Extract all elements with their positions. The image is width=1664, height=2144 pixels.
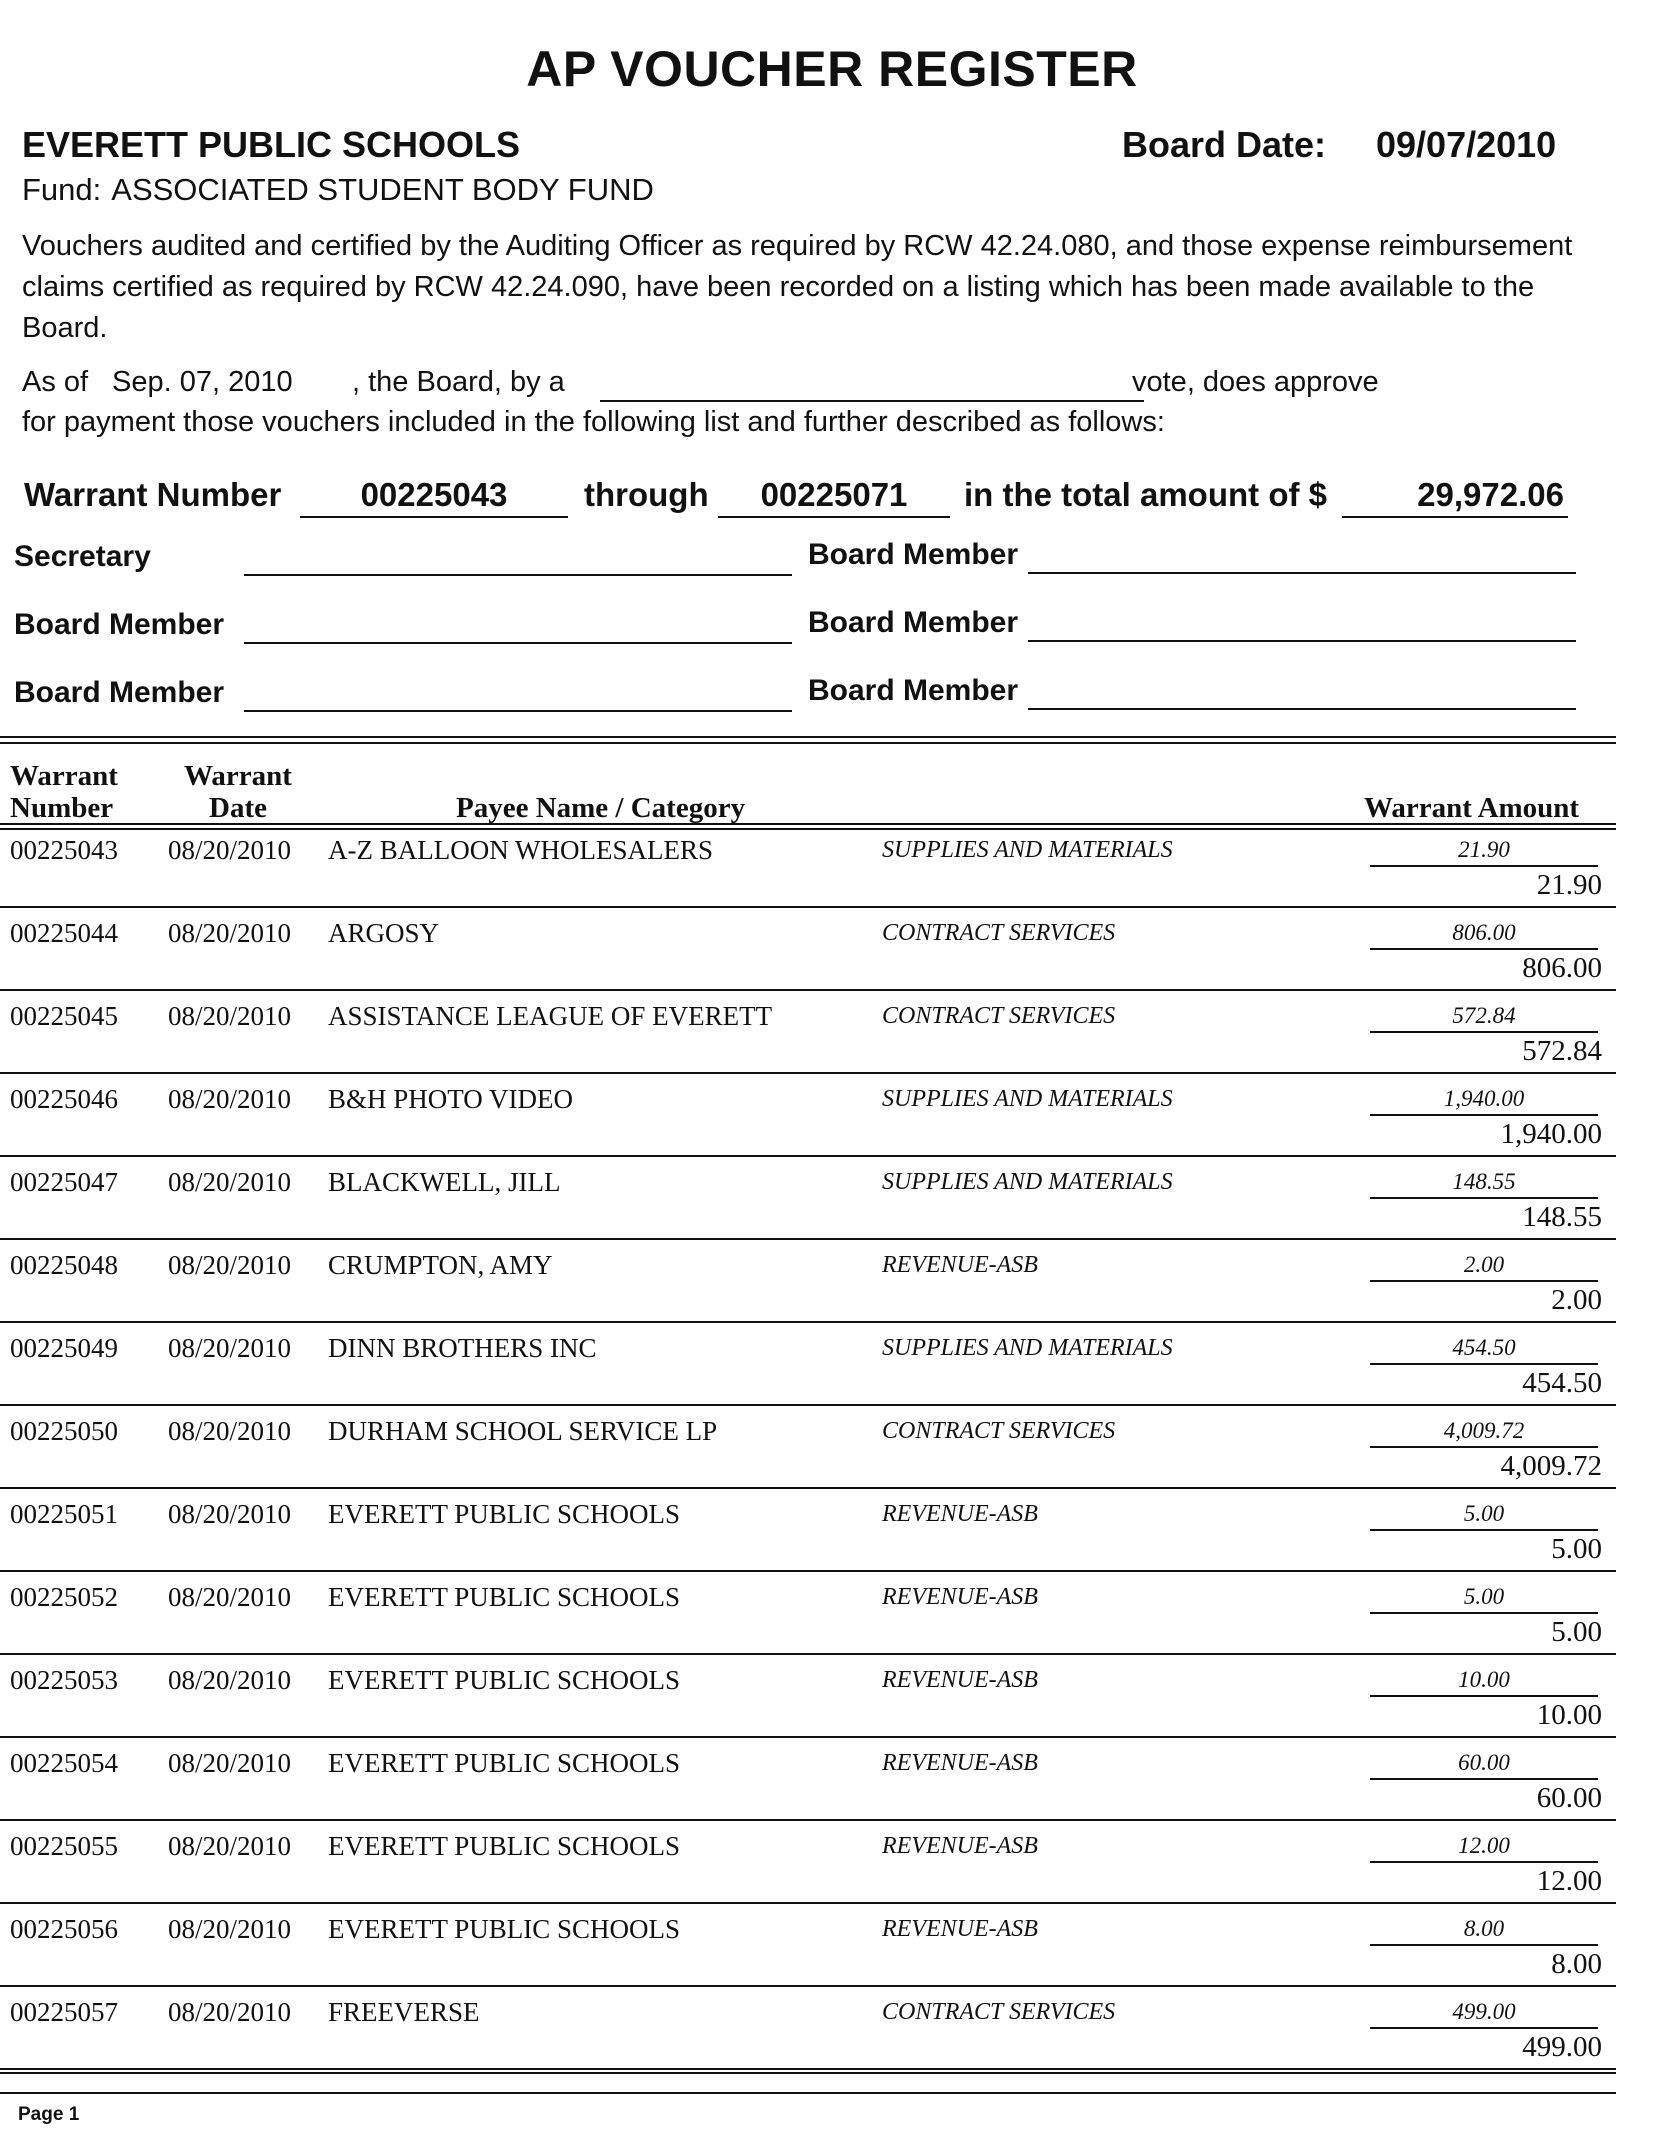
warrant-date-cell: 08/20/2010: [168, 1748, 292, 1778]
table-row: [0, 825, 1616, 908]
table-row: [0, 908, 1616, 991]
header-warrant-number: [10, 760, 118, 824]
district-name: EVERETT PUBLIC SCHOOLS: [22, 124, 521, 165]
warrant-amount-cell: 10.00: [1536, 1699, 1602, 1731]
page-title: AP VOUCHER REGISTER: [526, 41, 1138, 97]
divider: [0, 2072, 1616, 2074]
payee-name-cell: EVERETT PUBLIC SCHOOLS: [328, 1748, 681, 1778]
warrant-number-cell: 00225047: [10, 1167, 118, 1197]
warrant-number-cell: 00225055: [10, 1831, 118, 1861]
line-amount-cell: 21.90: [1370, 837, 1598, 867]
payee-name-cell: A-Z BALLOON WHOLESALERS: [328, 835, 713, 865]
payment-line: for payment those vouchers included in the following list and further described as follows:: [22, 406, 1165, 438]
warrant-number-cell: 00225053: [10, 1665, 118, 1695]
warrant-number-cell: 00225044: [10, 918, 118, 948]
warrant-number-label: Warrant Number: [24, 476, 282, 513]
warrant-number-cell: 00225046: [10, 1084, 118, 1114]
line-amount-cell: 12.00: [1370, 1833, 1598, 1863]
board-member-label: Board Member: [14, 608, 225, 641]
payee-name-cell: B&H PHOTO VIDEO: [328, 1084, 574, 1114]
payee-name-cell: ARGOSY: [328, 918, 440, 948]
warrant-amount-cell: 1,940.00: [1500, 1118, 1602, 1150]
board-date-label: Board Date:: [1122, 124, 1327, 165]
warrant-date-cell: 08/20/2010: [168, 1333, 292, 1363]
category-cell: REVENUE-ASB: [882, 1667, 1038, 1693]
warrant-number-cell: 00225056: [10, 1914, 118, 1944]
header-line: Date: [209, 792, 267, 824]
payee-name-cell: EVERETT PUBLIC SCHOOLS: [328, 1831, 681, 1861]
payee-name-cell: EVERETT PUBLIC SCHOOLS: [328, 1665, 681, 1695]
header-warrant-date: [178, 760, 298, 824]
header-line: Warrant: [184, 760, 292, 792]
warrant-number-cell: 00225052: [10, 1582, 118, 1612]
warrant-date-cell: 08/20/2010: [168, 1582, 292, 1612]
fund-line: [22, 172, 654, 208]
category-cell: REVENUE-ASB: [882, 1833, 1038, 1859]
category-cell: CONTRACT SERVICES: [882, 1999, 1116, 2025]
warrant-amount-cell: 5.00: [1551, 1616, 1602, 1648]
warrant-date-cell: 08/20/2010: [168, 1001, 292, 1031]
payee-name-cell: DURHAM SCHOOL SERVICE LP: [328, 1416, 718, 1446]
certification-paragraph: Vouchers audited and certified by the Auditing Officer as required by RCW 42.24.080, and those expense reimbursement claims certified as required by RCW 42.24.090, have been recorded on a listing which has been made available to the Board.: [22, 230, 1573, 344]
line-amount-cell: 499.00: [1370, 1999, 1598, 2029]
payee-name-cell: FREEVERSE: [328, 1997, 480, 2027]
header-payee: Payee Name / Category: [456, 792, 746, 824]
category-cell: REVENUE-ASB: [882, 1916, 1038, 1942]
warrant-amount-cell: 4,009.72: [1500, 1450, 1602, 1482]
warrant-date-cell: 08/20/2010: [168, 1499, 292, 1529]
warrant-date-cell: 08/20/2010: [168, 1914, 292, 1944]
line-amount-cell: 1,940.00: [1370, 1086, 1598, 1116]
payee-name-cell: EVERETT PUBLIC SCHOOLS: [328, 1582, 681, 1612]
line-amount-cell: 8.00: [1370, 1916, 1598, 1946]
line-amount-cell: 4,009.72: [1370, 1418, 1598, 1448]
warrant-number-cell: 00225050: [10, 1416, 118, 1446]
warrant-date-cell: 08/20/2010: [168, 1665, 292, 1695]
table-row: [0, 1240, 1616, 1323]
table-row: [0, 1904, 1616, 1987]
line-amount-cell: 148.55: [1370, 1169, 1598, 1199]
category-cell: CONTRACT SERVICES: [882, 920, 1116, 946]
warrant-amount-cell: 60.00: [1536, 1782, 1602, 1814]
payee-name-cell: DINN BROTHERS INC: [328, 1333, 597, 1363]
warrant-number-cell: 00225045: [10, 1001, 118, 1031]
board-member-label: Board Member: [808, 538, 1019, 571]
table-row: [0, 1655, 1616, 1738]
board-date-value: 09/07/2010: [1376, 124, 1557, 165]
warrant-amount-cell: 8.00: [1551, 1948, 1602, 1980]
fund-label: Fund:: [22, 172, 102, 207]
as-of-prefix: As of: [22, 366, 89, 398]
table-row: [0, 1074, 1616, 1157]
category-cell: REVENUE-ASB: [882, 1252, 1038, 1278]
warrant-number-cell: 00225057: [10, 1997, 118, 2027]
table-row: [0, 1323, 1616, 1406]
vote-text: vote, does approve: [1132, 366, 1379, 398]
warrant-amount-cell: 454.50: [1522, 1367, 1602, 1399]
warrant-amount-cell: 572.84: [1522, 1035, 1602, 1067]
warrant-date-cell: 08/20/2010: [168, 1831, 292, 1861]
warrant-amount-cell: 806.00: [1522, 952, 1602, 984]
warrant-to-value: 00225071: [718, 476, 950, 518]
line-amount-cell: 60.00: [1370, 1750, 1598, 1780]
fund-value: ASSOCIATED STUDENT BODY FUND: [111, 172, 654, 207]
approval-line: [22, 366, 1379, 399]
category-cell: REVENUE-ASB: [882, 1584, 1038, 1610]
board-member-signature-line: [1028, 572, 1576, 574]
warrant-number-cell: 00225054: [10, 1748, 118, 1778]
warrant-number-cell: 00225049: [10, 1333, 118, 1363]
board-member-label: Board Member: [808, 606, 1019, 639]
secretary-label: Secretary: [14, 540, 151, 573]
category-cell: SUPPLIES AND MATERIALS: [882, 1169, 1173, 1195]
category-cell: SUPPLIES AND MATERIALS: [882, 1086, 1173, 1112]
warrant-amount-cell: 148.55: [1522, 1201, 1602, 1233]
warrant-amount-cell: 21.90: [1536, 869, 1602, 901]
payee-name-cell: ASSISTANCE LEAGUE OF EVERETT: [328, 1001, 773, 1031]
warrant-amount-cell: 12.00: [1536, 1865, 1602, 1897]
table-row: [0, 1821, 1616, 1904]
page-number: Page 1: [18, 2104, 80, 2125]
line-amount-cell: 572.84: [1370, 1003, 1598, 1033]
board-member-signature-line: [1028, 640, 1576, 642]
warrant-date-cell: 08/20/2010: [168, 918, 292, 948]
line-amount-cell: 806.00: [1370, 920, 1598, 950]
warrant-from-value: 00225043: [300, 476, 568, 518]
table-row: [0, 1157, 1616, 1240]
table-row: [0, 1738, 1616, 1821]
payee-name-cell: EVERETT PUBLIC SCHOOLS: [328, 1499, 681, 1529]
table-row: [0, 1406, 1616, 1489]
warrant-amount-cell: 499.00: [1522, 2031, 1602, 2063]
vote-blank-line: [600, 400, 1144, 402]
payee-name-cell: BLACKWELL, JILL: [328, 1167, 561, 1197]
table-row: [0, 1987, 1616, 2070]
line-amount-cell: 10.00: [1370, 1667, 1598, 1697]
warrant-date-cell: 08/20/2010: [168, 1416, 292, 1446]
table-row: [0, 1572, 1616, 1655]
board-member-label: Board Member: [808, 674, 1019, 707]
category-cell: CONTRACT SERVICES: [882, 1003, 1116, 1029]
board-member-signature-line: [1028, 708, 1576, 710]
board-member-signature-line: [244, 642, 792, 644]
total-amount-label: in the total amount of $: [964, 476, 1327, 513]
category-cell: SUPPLIES AND MATERIALS: [882, 837, 1173, 863]
board-by-text: , the Board, by a: [352, 366, 565, 398]
warrant-number-cell: 00225051: [10, 1499, 118, 1529]
warrant-date-cell: 08/20/2010: [168, 1997, 292, 2027]
payee-name-cell: CRUMPTON, AMY: [328, 1250, 553, 1280]
line-amount-cell: 454.50: [1370, 1335, 1598, 1365]
warrant-date-cell: 08/20/2010: [168, 1084, 292, 1114]
warrant-number-cell: 00225043: [10, 835, 118, 865]
divider: [0, 2092, 1616, 2094]
as-of-date: Sep. 07, 2010: [112, 366, 293, 398]
secretary-signature-line: [244, 574, 792, 576]
category-cell: SUPPLIES AND MATERIALS: [882, 1335, 1173, 1361]
through-label: through: [584, 476, 709, 513]
divider: [0, 736, 1616, 738]
table-row: [0, 1489, 1616, 1572]
header-warrant-amount: Warrant Amount: [1364, 792, 1580, 824]
payee-name-cell: EVERETT PUBLIC SCHOOLS: [328, 1914, 681, 1944]
voucher-table: [0, 825, 1616, 2070]
warrant-amount-cell: 5.00: [1551, 1533, 1602, 1565]
total-amount-value: 29,972.06: [1342, 476, 1568, 518]
line-amount-cell: 5.00: [1370, 1501, 1598, 1531]
header-line: Number: [10, 792, 114, 824]
category-cell: REVENUE-ASB: [882, 1501, 1038, 1527]
category-cell: CONTRACT SERVICES: [882, 1418, 1116, 1444]
warrant-date-cell: 08/20/2010: [168, 835, 292, 865]
header-line: Warrant: [10, 760, 118, 792]
warrant-date-cell: 08/20/2010: [168, 1167, 292, 1197]
line-amount-cell: 5.00: [1370, 1584, 1598, 1614]
line-amount-cell: 2.00: [1370, 1252, 1598, 1282]
divider: [0, 742, 1616, 744]
board-member-label: Board Member: [14, 676, 225, 709]
table-row: [0, 991, 1616, 1074]
warrant-amount-cell: 2.00: [1551, 1284, 1602, 1316]
warrant-number-cell: 00225048: [10, 1250, 118, 1280]
category-cell: REVENUE-ASB: [882, 1750, 1038, 1776]
board-member-signature-line: [244, 710, 792, 712]
warrant-date-cell: 08/20/2010: [168, 1250, 292, 1280]
